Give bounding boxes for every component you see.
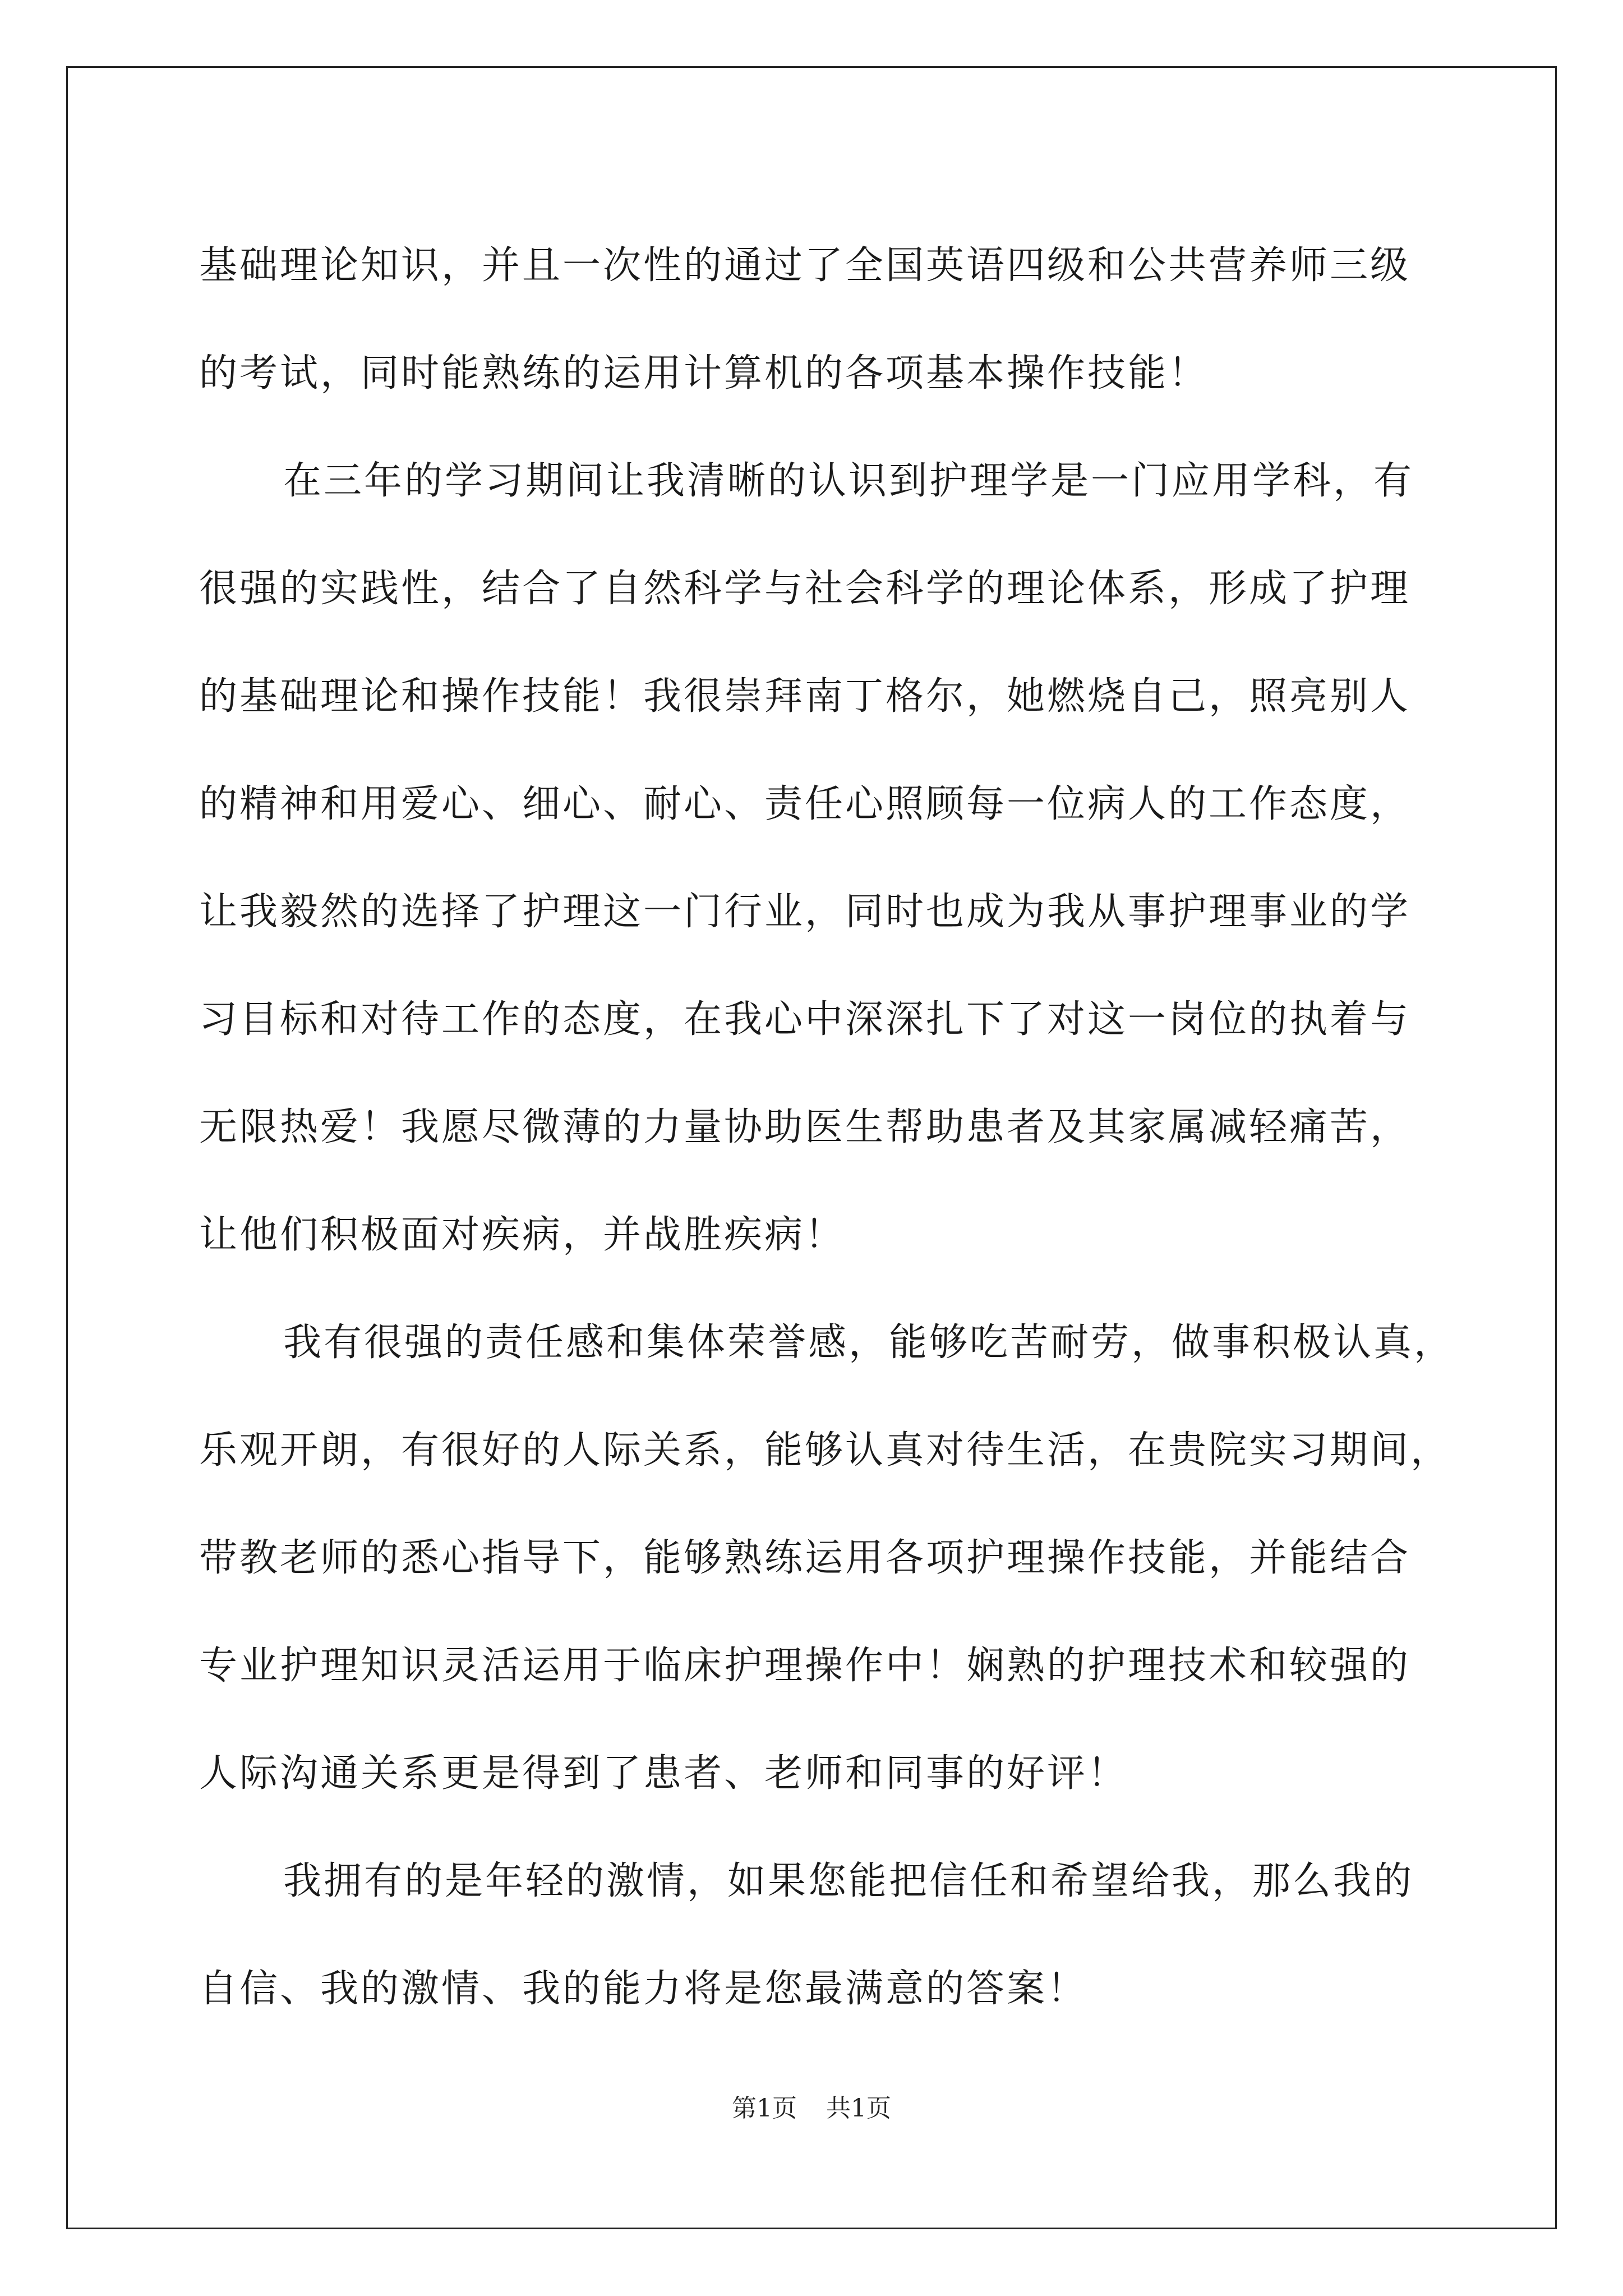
text-line: 的基础理论和操作技能！我很崇拜南丁格尔，她燃烧自己，照亮别人 [199, 674, 1411, 719]
document-body [199, 212, 1478, 2043]
text-line: 基础理论知识，并且一次性的通过了全国英语四级和公共营养师三级 [199, 243, 1411, 288]
text-line: 的精神和用爱心、细心、耐心、责任心照顾每一位病人的工作态度， [199, 782, 1411, 826]
paragraph-start-line: 我拥有的是年轻的激情，如果您能把信任和希望给我，那么我的 [283, 1859, 1414, 1903]
text-line: 专业护理知识灵活运用于临床护理操作中！娴熟的护理技术和较强的 [199, 1644, 1411, 1688]
paragraph-start-line: 在三年的学习期间让我清晰的认识到护理学是一门应用学科，有 [283, 459, 1414, 503]
paragraph-start-line: 我有很强的责任感和集体荣誉感，能够吃苦耐劳，做事积极认真， [283, 1320, 1455, 1365]
page-footer [0, 2088, 1623, 2124]
text-line: 无限热爱！我愿尽微薄的力量协助医生帮助患者及其家属减轻痛苦， [199, 1105, 1411, 1149]
text-line: 让我毅然的选择了护理这一门行业，同时也成为我从事护理事业的学 [199, 890, 1411, 934]
page-total: 共1页 [826, 2094, 891, 2123]
text-line: 带教老师的悉心指导下，能够熟练运用各项护理操作技能，并能结合 [199, 1536, 1411, 1580]
page-number: 第1页 [732, 2094, 797, 2123]
text-line: 的考试，同时能熟练的运用计算机的各项基本操作技能！ [199, 351, 1209, 395]
text-line: 乐观开朗，有很好的人际关系，能够认真对待生活，在贵院实习期间， [199, 1428, 1451, 1473]
text-line: 让他们积极面对疾病，并战胜疾病！ [199, 1213, 846, 1257]
text-line: 人际沟通关系更是得到了患者、老师和同事的好评！ [199, 1751, 1128, 1796]
text-line: 习目标和对待工作的态度，在我心中深深扎下了对这一岗位的执着与 [199, 997, 1411, 1042]
text-line: 自信、我的激情、我的能力将是您最满意的答案！ [199, 1967, 1088, 2011]
text-line: 很强的实践性，结合了自然科学与社会科学的理论体系，形成了护理 [199, 567, 1411, 611]
